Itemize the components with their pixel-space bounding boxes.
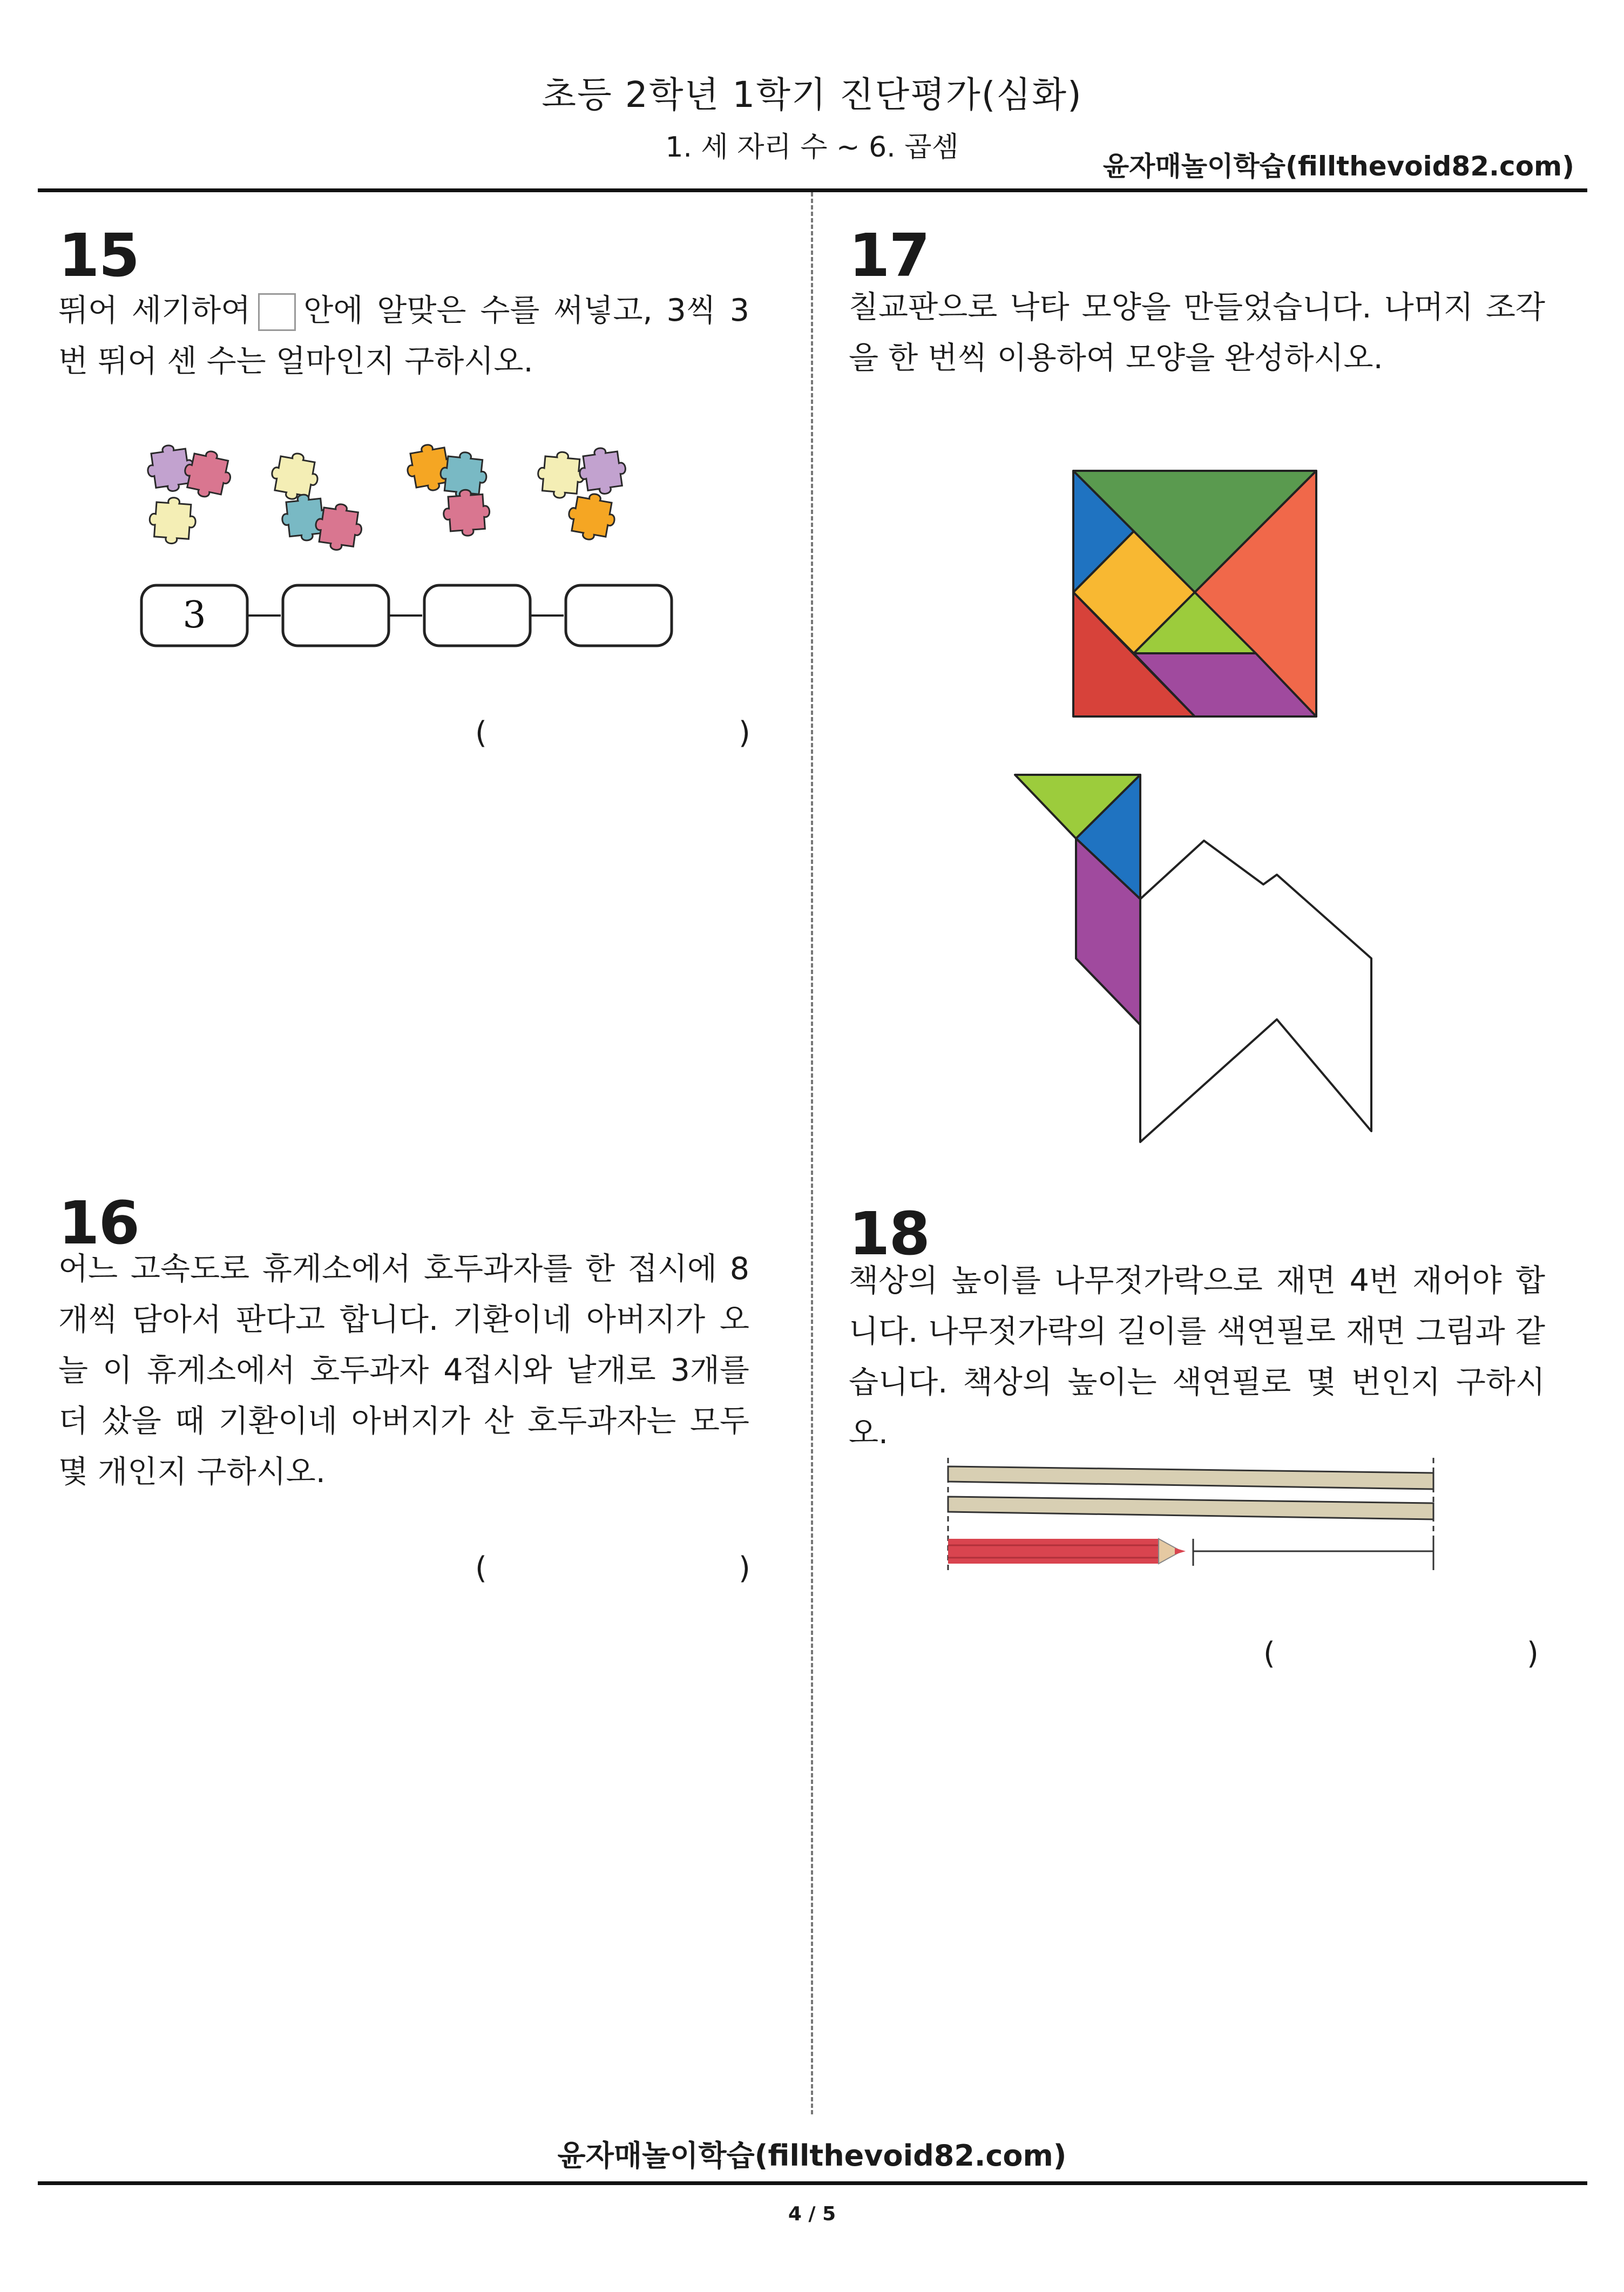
chopstick-2 [948,1497,1433,1519]
colored-pencil [948,1539,1186,1564]
chopsticks-pencil-illustration [945,1458,1442,1577]
footer-rule [38,2181,1587,2185]
question-text-15-part1: 뛰어 세기하여 [58,293,251,328]
chain-box-4[interactable] [566,585,672,646]
blank-box-icon [258,293,296,331]
page-number: 4 / 5 [788,2203,836,2225]
answer-field-15[interactable] [494,718,732,756]
question-number-18: 18 [849,1199,930,1268]
question-text-15-part2: 안에 알맞은 수를 써넣고, 3씩 3 번 뛰어 센 수는 얼마인지 구하시오. [58,293,749,379]
header-brand: 윤자매놀이학습(fillthevoid82.com) [1102,151,1574,182]
tangram-square [1073,471,1316,716]
question-text-16: 어느 고속도로 휴게소에서 호두과자를 한 접시에 8개씩 담아서 판다고 합니다. 기환이네 아버지가 오늘 이 휴게소에서 호두과자 4접시와 낱개로 3개를 더 샀을 때 기환이네 아버지가 산 호두과자는 모두 몇 개인지 구하시오. [58,1251,749,1490]
chain-box-1-value: 3 [182,594,206,637]
answer-field-16[interactable] [494,1553,732,1591]
skip-count-chain [139,583,668,653]
page-subtitle: 1. 세 자리 수 ~ 6. 곱셈 [665,131,959,164]
answer-paren-open-15: ( [475,715,487,751]
question-text-17: 칠교판으로 낙타 모양을 만들었습니다. 나머지 조각을 한 번씩 이용하여 모양을 완성하시오. [849,289,1545,376]
question-text-18: 책상의 높이를 나무젓가락으로 재면 4번 재어야 합니다. 나무젓가락의 길이를 색연필로 재면 그림과 같습니다. 책상의 높이는 색연필로 몇 번인지 구하시오. [849,1263,1545,1451]
chain-box-2[interactable] [283,585,389,646]
page-title: 초등 2학년 1학기 진단평가(심화) [542,74,1082,116]
header-rule [38,188,1587,192]
answer-paren-close-18: ) [1527,1636,1539,1671]
question-number-16: 16 [58,1188,139,1257]
chopstick-1 [948,1466,1433,1489]
question-text-15 [58,285,749,387]
answer-paren-close-16: ) [739,1551,750,1586]
chain-box-3[interactable] [424,585,530,646]
camel-tangram-shape [1015,775,1382,1153]
answer-paren-open-16: ( [475,1551,487,1586]
footer-brand: 윤자매놀이학습(fillthevoid82.com) [557,2139,1067,2173]
puzzle-pieces-illustration [135,432,664,556]
answer-paren-close-15: ) [739,715,750,751]
question-number-17: 17 [849,221,930,290]
column-divider [811,192,813,2114]
answer-field-18[interactable] [1282,1639,1520,1676]
answer-paren-open-18: ( [1263,1636,1275,1671]
question-number-15: 15 [58,221,139,290]
